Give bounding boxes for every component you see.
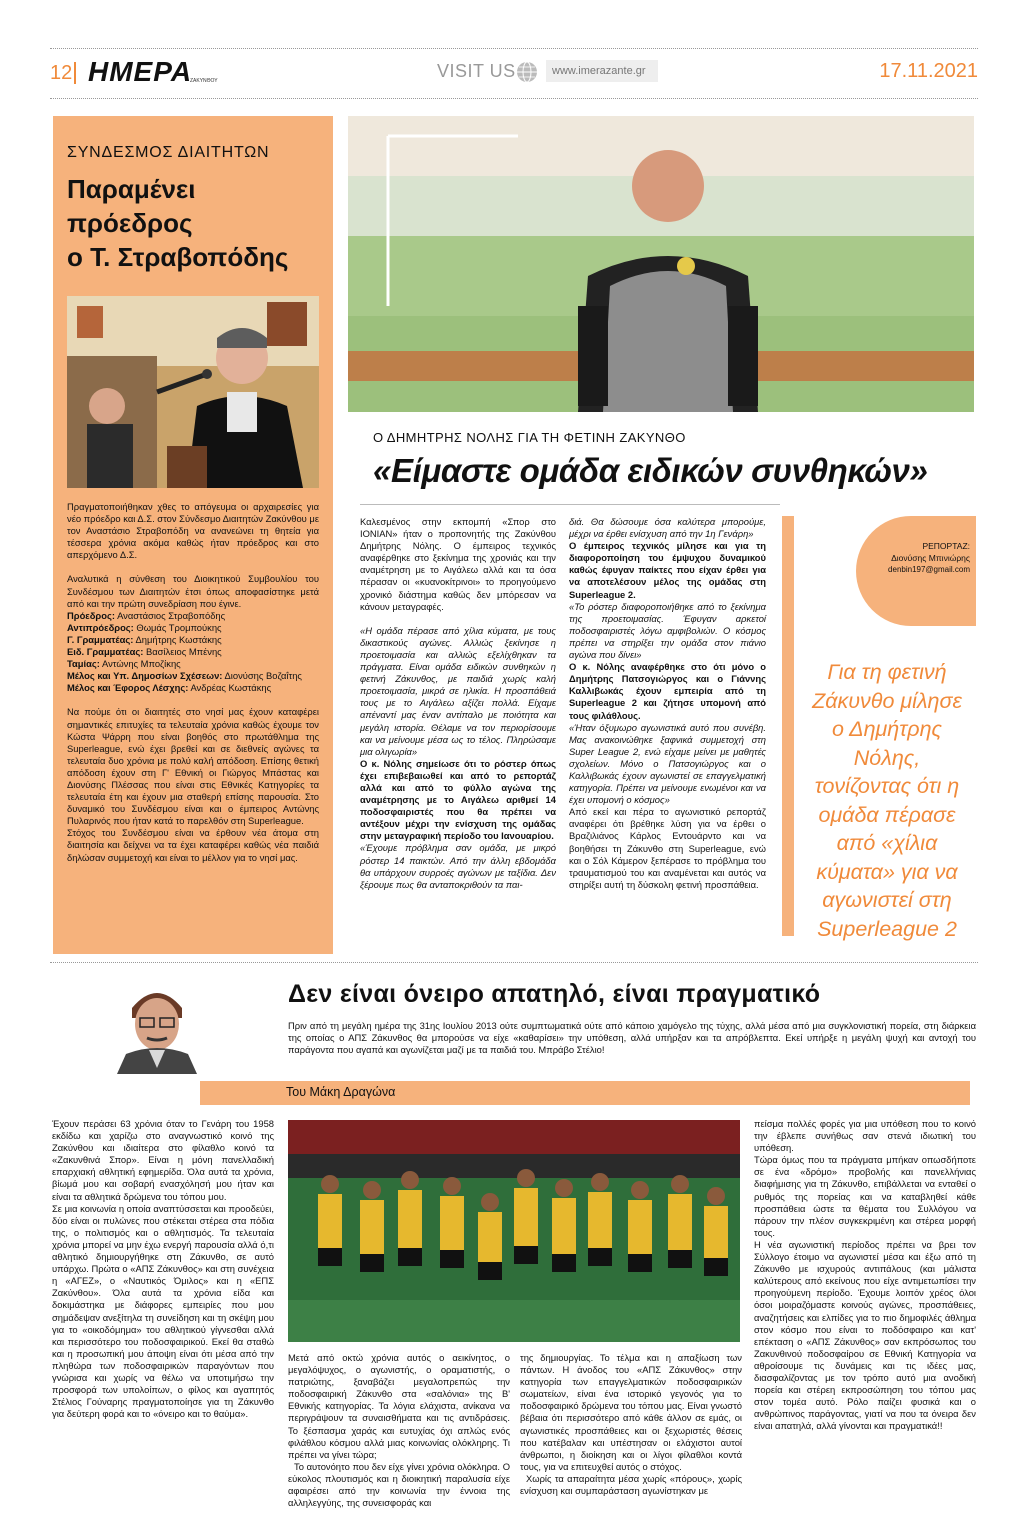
author-portrait [112, 978, 202, 1074]
orange-side-bar [782, 516, 794, 936]
roster-line: Πρόεδρος: Αναστάσιος Στραβοπόδης [67, 609, 226, 621]
bottom-story-paragraph: Τώρα όμως που τα πράγματα μπήκαν οπωσδήποτε σε ένα «δρόμο» προβολής και πανελλήνιας διαφήμισης για τη Ζάκυνθο, επιβάλλεται να ενταθεί ο ρυθμός της πορείας και να καταβληθεί κάθε προσπάθεια ώστε τα θέματα του Συλλόγου να πάρουν την πλέον συγκεκριμένη και στέρεα μορφή τους. [754, 1154, 976, 1238]
bottom-story-paragraph: Έχουν περάσει 63 χρόνια όταν το Γενάρη του 1958 εκδίδω και χαρίζω στο αναγνωστικό κοινό της Ζακύνθου και ιδιαίτερα στο φίλαθλο κοινό τα «Ζακυνθινά Σπορ». Είναι η μόνη πανελλαδική επαρχιακή αθλητική εφημερίδα. Όλα αυτά τα χρόνια, βίωμά μου και σοβαρή ενασχόλησή μου ήταν και είναι τα αθλητικά δρώμενα του τόπου μου. [52, 1118, 274, 1202]
bottom-story-paragraph: πείσμα πολλές φορές για μια υπόθεση που το κοινό την έβλεπε συνήθως σαν στενά ιδιωτική του υπόθεση. [754, 1118, 976, 1154]
bottom-story-column-2 [288, 1352, 510, 1509]
header-divider [74, 62, 76, 84]
main-story-bold-paragraph: Ο κ. Νόλης αναφέρθηκε στο ότι μόνο ο Δημήτρης Πατσογιώργος και ο Γιάννης Καλλιβωκάς έχουν εμπειρία από τη Superleague 2 και ζήτησε υπομονή από τους φιλάθλους. [569, 661, 766, 721]
main-story-quote: «Ήταν όξυμωρο αγωνιστικά αυτό που συνέβη. Μας ανακοινώθηκε ξαφνικά συμμετοχή στη Super League 2, ενώ είχαμε μείνει με μαθητές σχολείων. Μόνο ο Πατσογιώργος και ο Καλλιβωκάς έχουν αγωνιστεί σε επαγγελματική κατηγορία. Πρέπει να μείνουμε ενωμένοι και να έχει υπομονή ο κόσμος» [569, 721, 766, 806]
main-story-paragraph: Από εκεί και πέρα το αγωνιστικό ρεπορτάζ αναφέρει ότι βρέθηκε λύση για να έρθει ο Βραζιλιάνος Κάρλος Εντουάρντο και να βοηθήσει τη Ζάκυνθο στη Superleague, ενώ και ο Σόλ Κάμερον ξεπέρασε το πρόβλημα του τραυματισμού του και αναμένεται και αυτός να στηρίξει αυτή τη δύσκολη φετινή προσπάθεια. [569, 806, 766, 890]
bottom-story-column-4 [754, 1118, 976, 1432]
byline-email: denbin197@gmail.com [888, 565, 970, 574]
header-bottom-rule [50, 98, 978, 99]
website-link[interactable]: www.imerazante.gr [546, 60, 658, 82]
main-story-bold-paragraph: Ο έμπειρος τεχνικός μίλησε και για τη διαφοροποίηση του έμψυχου δυναμικού καθώς έφυγαν παίκτες που είχαν έρθει για να αποτελέσουν μέλος της ομάδας στη Superleague 2. [569, 540, 766, 600]
team-celebration-photo [288, 1120, 740, 1342]
left-story-title [67, 172, 288, 274]
main-story-quote: «Η ομάδα πέρασε από χίλια κύματα, με τους δικαστικούς αγώνες. Αλλιώς ξεκίνησε η προετοιμασία και αλλιώς εξελίχθηκαν τα πράγματα. Είναι ομάδα ειδικών συνθηκών η φετινή Ζάκυνθος, με παιδιά χωρίς καλή προετοιμασία, μικρά σε ηλικία. Η προσπάθειά τους με το Αιγάλεω αξίζει πολλά. Είχαμε απέναντί μας έναν αντίπαλο με ποιότητα και μεγάλη ιστορία. Θέλαμε να τον περιορίσουμε και να μείνουμε μέσα ως το τέλος. Πληρώσαμε μια ολιγωρία» [360, 624, 556, 757]
left-story-title-line1: Παραμένει [67, 174, 196, 204]
issue-date: 17.11.2021 [879, 60, 978, 82]
left-story-kicker: ΣΥΝΔΕΣΜΟΣ ΔΙΑΙΤΗΤΩΝ [67, 144, 270, 161]
main-story-quote: «Το ρόστερ διαφοροποιήθηκε από το ξεκίνημα της προετοιμασίας. Έφυγαν αρκετοί ποδοσφαιριστές λόγω αμφιβολιών. Ο κόσμος πρέπει να στηρίξει την ομάδα στον πιάνιο αγώνα που δίνει» [569, 600, 766, 661]
main-story-title: «Είμαστε ομάδα ειδικών συνθηκών» [373, 452, 928, 489]
logo-subtext: ΖΑΚΥΝΘΟΥ [190, 78, 218, 84]
byline [866, 540, 970, 576]
section-separator [50, 962, 978, 963]
roster-line: Αντιπρόεδρος: Θωμάς Τρομπούκης [67, 621, 222, 633]
roster-line: Γ. Γραμματέας: Δημήτρης Κωστάκης [67, 633, 222, 645]
coach-photo [348, 116, 974, 412]
main-story-column-2 [569, 516, 766, 891]
visit-us-label: VISIT US [437, 61, 516, 81]
byline-name: Διονύσης Μπινιώρης [891, 553, 970, 563]
main-story-kicker: Ο ΔΗΜΗΤΡΗΣ ΝΟΛΗΣ ΓΙΑ ΤΗ ΦΕΤΙΝΗ ΖΑΚΥΝΘΟ [373, 430, 686, 445]
left-story-paragraph: Αναλυτικά η σύνθεση του Διοικητικού Συμβουλίου του Συνδέσμου των Διαιτητών έτσι όπως αποφασίστηκε μετά από και την πρώτη συνεδρίαση που έγινε. [67, 573, 319, 609]
page-number: 12 [50, 62, 73, 84]
bottom-story-paragraph: Χωρίς τα απαραίτητα μέσα χωρίς «πόρους», χωρίς ενίσχυση και συμπαράσταση αγωνίστηκαν με [520, 1472, 742, 1497]
left-story-title-line3: ο Τ. Στραβοπόδης [67, 242, 289, 272]
main-story-quote: διά. Θα δώσουμε όσα καλύτερα μπορούμε, μέχρι να έρθει ενίσχυση από την 1η Γενάρη» [569, 516, 766, 540]
logo-text: ΗΜΕΡΑ [88, 56, 193, 87]
globe-icon [516, 61, 538, 83]
bottom-story-intro: Πριν από τη μεγάλη ημέρα της 31ης Ιουλίου 2013 ούτε συμπτωματικά ούτε από κάποιο χαμόγελο της τύχης, αλλά μέσα από μια συγκλονιστική πορεία, στη διάρκεια της οποίας ο ΑΠΣ Ζάκυνθος θα μπορούσε να είχε «καθαρίσει» την υπόθεση, αλλά υπήρξαν και τα απρόβλεπτα. Εκεί υπήρξε η μεγάλη ψυχή και αντοχή του παράγοντα που αγαπά και αγωνίζεται μαζί με τα παιδιά του. Μπράβο Στέλιο! [288, 1020, 976, 1056]
main-story-paragraph: Καλεσμένος στην εκπομπή «Σπορ στο ΙΟΝΙΑΝ» ήταν ο προπονητής της Ζακύνθου Δημήτρης Νόλης. Ο έμπειρος τεχνικός αναφέρθηκε στο ξεκίνημα της χρονιάς και την αναμέτρηση με το Αιγάλεω αλλά και τα όσα πέρασαν οι «κυανοκίτρινοι» το προηγούμενο χρονικό διάστημα καθώς δεν μπόρεσαν να κάνουν μεταγραφές. [360, 516, 556, 612]
left-story-paragraph: Να πούμε ότι οι διαιτητές στο νησί μας έχουν καταφέρει σημαντικές επιτυχίες τα τελευταία χρόνια καθώς έχουμε τον Κώστα Ψάρρη που είναι βοηθός στο πρωτάθλημα της Superleague, ενώ έχει βρεθεί και σε διεθνείς αγώνες τα τελευταία δυο χρόνια με πολύ καλή απόδοση. Επίσης θετική απόδοση έχουν στη Γ' Εθνική οι Γιώργος Μπάστας και Διονύσης Πλέσσας που είναι στις Εθνικές Κατηγορίες τα τελευταία έτη και έχουν μια σταθερή επίσης παρουσία. Στο δυναμικό του Συνδέσμου είναι και ο έμπειρος Αντώνης Πυλαρινός που ήταν κατά το παρελθόν στη Superleague. [67, 706, 319, 827]
roster-line: Μέλος και Έφορος Λέσχης: Ανδρέας Κωστάκης [67, 682, 272, 694]
bottom-story-paragraph: Το αυτονόητο που δεν είχε γίνει χρόνια ολόκληρα. Ο εύκολος πλουτισμός και η διοικητική παραλυσία είχε αφαιρέσει από την κοινωνία την έννοια της αλληλεγγύης, της συνεισφοράς και [288, 1460, 510, 1509]
bottom-story-paragraph: της δημιουργίας. Το τέλμα και η απαξίωση των πάντων. Η άνοδος του «ΑΠΣ Ζάκυνθος» στην κατηγορία των επαγγελματικών ποδοσφαιρικών σωματείων, είναι ένα ιστορικό γεγονός για το ποδοσφαιρικό δρώμενα του τόπου μας. Είναι γνωστό βέβαια ότι περισσότερο από κάθε άλλον σε εμάς, οι αγωνιστικές προσπάθειες και οι ξεχωριστές θέσεις που κατέβαλαν και υπέστησαν οι ελάχιστοι αυτοί άνθρωποι, η διοίκηση και οι λίγοι φίλαθλοι κοντά τους, για να επιτευχθεί αυτός ο στόχος. [520, 1352, 742, 1472]
byline-label: ΡΕΠΟΡΤΑΖ: [922, 541, 970, 551]
left-story-paragraph: Στόχος του Συνδέσμου είναι να έρθουν νέα άτομα στη διαιτησία και δείχνει να τα έχει καταφέρει καθώς νέα παιδιά δηλώσαν συμμετοχή και είναι το μέλλον για το νησί μας. [67, 827, 319, 863]
roster-line: Μέλος και Υπ. Δημοσίων Σχέσεων: Διονύσης Βοζαΐτης [67, 670, 302, 682]
left-story-paragraph: Πραγματοποιήθηκαν χθες το απόγευμα οι αρχαιρεσίες για νέο πρόεδρο και Δ.Σ. στον Σύνδεσμο Διαιτητών Ζακύνθου με τον Αναστάσιο Στραβοπόδη να ανανεώνει τη θητεία για τέσσερα χρόνια ακόμα καθώς ήταν πρόεδρος και στο απερχόμενο Δ.Σ. [67, 501, 319, 561]
roster-line: Ταμίας: Αντώνης Μποζίκης [67, 658, 181, 670]
bottom-story-column-3 [520, 1352, 742, 1497]
main-story-rule [360, 504, 780, 505]
bottom-story-paragraph: Σε μια κοινωνία η οποία αναπτύσσεται και προοδεύει, δύο είναι οι πυλώνες που στέκεται στέρεα στα πόδια της, ο πολιτισμός και ο αθλητισμός. Τα τελευταία χρόνια μπορεί να μην έχω ενεργή παρουσία αλλά ό,τι αθλητικό δημιουργήθηκε στη Ζάκυνθο, σε αυτό υπάρχω. Πρώτα ο «ΑΠΣ Ζάκυνθος» και στη συνέχεια η «ΑΓΕΖ», ο «Ναυτικός Όμιλος» και η «ΕΠΣ Ζακύνθου». Όλα αυτά τα χρόνια είδα και δοκιμάστηκα με διάφορες εμπειρίες που μου σημάδεψαν ανεξίτηλα τη συνείδηση και τη σκέψη μου για το «οικοδόμημα» του αθλητικού γίγνεσθαι αλλά και περισσότερο του ποδοσφαιρικού. Εκεί θα σταθώ και η προσωπική μου άποψη είναι ότι μέσα από την πληθώρα των ποδοσφαιρικών παραγόντων που γνώρισα και χωρίς να θέλω να υποτιμήσω την προσφορά των υπολοίπων, ο φίλος και αγαπητός Στέλιος Γούναρης πραγματοποίησε για τη Ζάκυνθο για δεύτερη φορά και το «όνειρο και το θαύμα». [52, 1202, 274, 1420]
bottom-story-column-1 [52, 1118, 274, 1420]
referees-meeting-photo [67, 296, 319, 488]
author-name: Του Μάκη Δραγώνα [286, 1085, 396, 1099]
bottom-story-paragraph: Η νέα αγωνιστική περίοδος πρέπει να βρει τον Σύλλογο έτοιμο να αγωνιστεί μέσα και έξω από τη Ζάκυνθο με ισχυρούς αντιπάλους (και μάλιστα καλύτερους από εκείνους που είχε αντιμετωπίσει την προηγούμενη περίοδο. Έχουμε λοιπόν χρέος όλοι όσοι μοιραζόμαστε κοινούς αγώνες, προσπάθειες, αναζητήσεις και ελπίδες για το πιο δημοφιλές άθλημα στον κόσμο που είναι το ποδόσφαιρο και κατ' επέκταση ο «ΑΠΣ Ζάκυνθος» σαν εκπρόσωπος του Ζακυνθινού ποδοσφαίρου σε Εθνική Κατηγορία να αθροίσουμε τις δυνάμεις και τις ιδέες μας, διασφαλίζοντας με τον τρόπο αυτό μια ανοδική πορεία και στέρεη εκπροσώπηση του τόπου μας στον τομέα αυτό. Ρόλο παίζει φυσικά και ο ανθρώπινος παράγοντας, γιατί να που τα όνειρα δεν είναι απατηλά, αλλά γίνονται και πραγματικά!! [754, 1238, 976, 1432]
main-story-quote: «Έχουμε πρόβλημα σαν ομάδα, με μικρό ρόστερ 14 παικτών. Από την άλλη εβδομάδα θα υπάρχουν συρροές αγώνων με ταξίδια. Δεν ξέρουμε πως θα ανταποκριθούν τα παι- [360, 842, 556, 890]
bottom-story-paragraph: Μετά από οκτώ χρόνια αυτός ο αεικίνητος, ο μεγαλόψυχος, ο αγωνιστής, ο οραματιστής, ο πατριώτης, ξαναβάζει μεγαλοπρεπώς την ποδοσφαιρική Ζάκυνθο στα «σαλόνια» της Β' Εθνικής κατηγορίας. Τα λόγια ελάχιστα, ανίκανα να περιγράψουν τα συναισθήματα και τις αντιδράσεις. Το ξέσπασμα χαράς και ευτυχίας όχι απλώς ενός φιλάθλου κόσμου αλλά μιας κοινωνίας ολόκληρης. Τι πρέπει να γίνει τώρα; [288, 1352, 510, 1460]
board-roster [67, 610, 319, 695]
main-story-column-1 [360, 516, 556, 891]
roster-line: Ειδ. Γραμματέας: Βασίλειος Μπένης [67, 646, 222, 658]
publication-logo [88, 56, 238, 88]
left-story-body [67, 501, 319, 864]
left-story-title-line2: πρόεδρος [67, 208, 193, 238]
main-story-bold-paragraph: Ο κ. Νόλης σημείωσε ότι το ρόστερ όπως έχει επιβεβαιωθεί και από το ρεπορτάζ αλλά και από το φύλλο αγώνα της αναμέτρησης με το Αιγάλεω αριθμεί 14 ποδοσφαιριστές που θα πρέπει να αντέξουν μέχρι την ενίσχυση της ομάδας στην μεταγραφική περίοδο του Ιανουαρίου. [360, 757, 556, 842]
header-top-rule [50, 48, 978, 49]
bottom-story-title: Δεν είναι όνειρο απατηλό, είναι πραγματικό [288, 980, 821, 1008]
pull-quote: Για τη φετινή Ζάκυνθο μίλησε ο Δημήτρης Νόλης, τονίζοντας ότι η ομάδα πέρασε από «χίλια κύματα» για να αγωνιστεί στη Superleague 2 [812, 660, 962, 941]
